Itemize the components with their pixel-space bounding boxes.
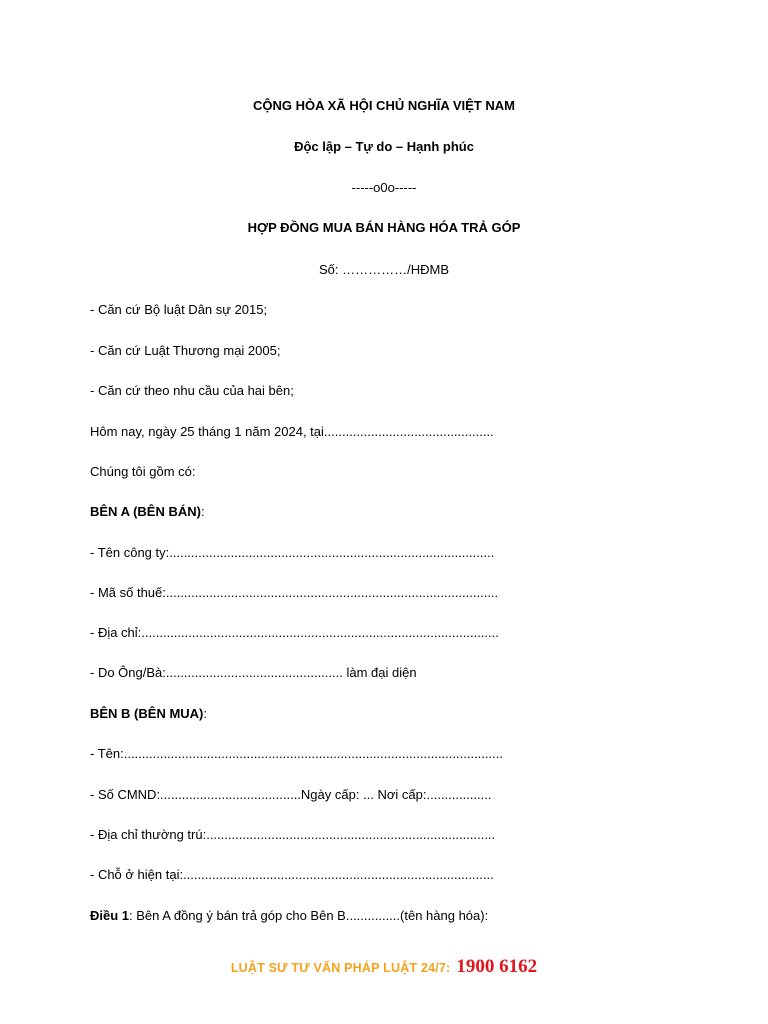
party-a-representative: - Do Ông/Bà:................................................. làm đại diện [90, 665, 417, 680]
party-b-heading-colon: : [203, 706, 208, 721]
parties-intro: Chúng tôi gồm có: [90, 464, 196, 479]
party-a-heading [90, 504, 205, 520]
article-1-text: : Bên A đồng ý bán trả góp cho Bên B...............(tên hàng hóa): [129, 908, 489, 923]
nation-heading: CỘNG HÒA XÃ HỘI CHỦ NGHĨA VIỆT NAM [253, 98, 515, 113]
footer-hotline-phone[interactable]: 1900 6162 [456, 956, 538, 977]
motto: Độc lập – Tự do – Hạnh phúc [294, 139, 474, 154]
party-b-heading-text: BÊN B (BÊN MUA) [90, 706, 204, 721]
contract-number: Số: ……………/HĐMB [318, 262, 449, 277]
basis-civil-code: - Căn cứ Bộ luật Dân sự 2015; [90, 302, 268, 317]
footer-hotline [0, 956, 768, 978]
party-b-heading [90, 706, 207, 722]
footer-hotline-label: LUẬT SƯ TƯ VẤN PHÁP LUẬT 24/7: [230, 961, 451, 975]
party-a-heading-colon: : [200, 504, 205, 519]
contract-title: HỢP ĐỒNG MUA BÁN HÀNG HÓA TRẢ GÓP [247, 220, 521, 235]
party-a-heading-text: BÊN A (BÊN BÁN) [90, 504, 201, 519]
party-a-company-name: - Tên công ty:.......................................................................................... [90, 545, 495, 560]
party-b-current-residence: - Chỗ ở hiện tại:...................................................................................... [90, 867, 494, 882]
party-b-id-card: - Số CMND:.......................................Ngày cấp: ... Nơi cấp:.................. [90, 787, 492, 802]
separator: -----o0o----- [351, 180, 417, 195]
date-line: Hôm nay, ngày 25 tháng 1 năm 2024, tại............................................... [90, 424, 494, 439]
party-a-tax-code: - Mã số thuế:............................................................................................ [90, 585, 499, 600]
party-b-name: - Tên:......................................................................................................... [90, 746, 503, 761]
party-a-address: - Địa chỉ:................................................................................................... [90, 625, 499, 640]
article-1 [90, 908, 488, 924]
basis-commercial-law: - Căn cứ Luật Thương mại 2005; [90, 343, 281, 358]
party-b-permanent-address: - Địa chỉ thường trú:................................................................................ [90, 827, 496, 842]
article-1-label: Điều 1 [90, 908, 130, 923]
basis-mutual-needs: - Căn cứ theo nhu cầu của hai bên; [90, 383, 294, 398]
